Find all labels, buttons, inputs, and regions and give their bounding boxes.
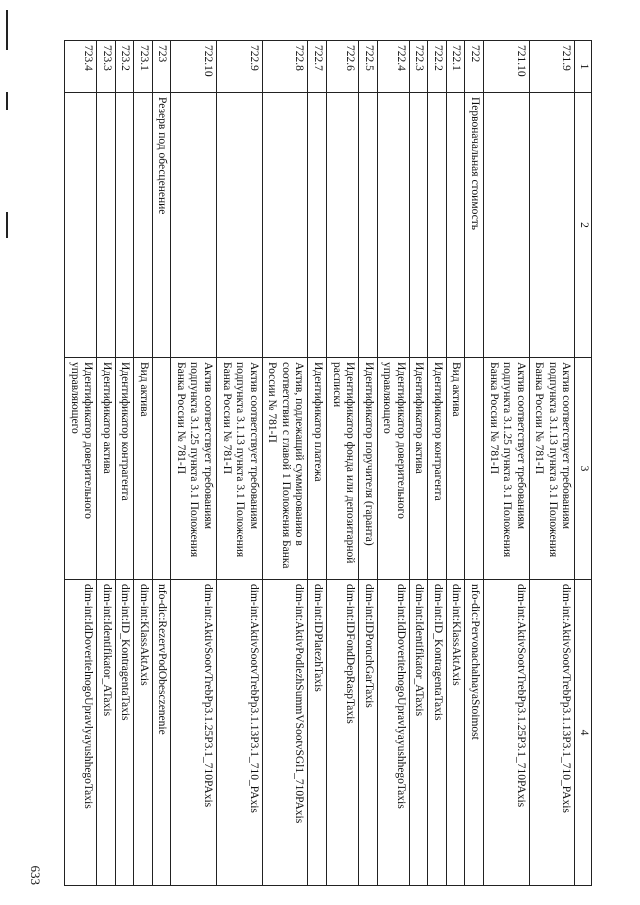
row-identifier-cell: dim-int:KlassAktAxis bbox=[446, 580, 465, 886]
row-dimension-cell: Вид актива bbox=[134, 358, 153, 580]
row-dimension-cell bbox=[465, 358, 484, 580]
row-identifier-cell: dim-int:IDPlatezhTaxis bbox=[308, 580, 327, 886]
table-row bbox=[134, 41, 153, 886]
column-header: 2 bbox=[575, 93, 592, 358]
binding-mark bbox=[6, 212, 8, 238]
table-row bbox=[217, 41, 263, 886]
table-row bbox=[428, 41, 447, 886]
row-identifier-cell: dim-int:Identifikator_ATaxis bbox=[97, 580, 116, 886]
row-dimension-cell: Актив, подлежащий суммированию в соответствии с главой 1 Положения Банка России № 781-П bbox=[262, 358, 308, 580]
row-code-cell: 723.4 bbox=[65, 41, 97, 93]
table-row bbox=[359, 41, 378, 886]
row-identifier-cell: dim-int:AktivSootvTrebPp3.1.13P3.1_710_PAxis bbox=[217, 580, 263, 886]
row-name-cell bbox=[484, 93, 530, 358]
row-code-cell: 723.1 bbox=[134, 41, 153, 93]
row-identifier-cell: dim-int:AktivSootvTrebPp3.1.25P3.1_710PAxis bbox=[484, 580, 530, 886]
row-code-cell: 722.6 bbox=[327, 41, 359, 93]
binding-mark bbox=[6, 92, 8, 110]
row-name-cell bbox=[529, 93, 575, 358]
row-name-cell bbox=[359, 93, 378, 358]
row-dimension-cell: Актив соответствует требованиям подпункта 3.1.13 пункта 3.1 Положения Банка России № 781-П bbox=[529, 358, 575, 580]
table-body bbox=[65, 41, 575, 886]
row-name-cell bbox=[115, 93, 134, 358]
row-dimension-cell: Идентификатор доверительного управляющего bbox=[377, 358, 409, 580]
table-row bbox=[152, 41, 171, 886]
row-name-cell bbox=[327, 93, 359, 358]
row-name-cell bbox=[134, 93, 153, 358]
row-dimension-cell: Актив соответствует требованиям подпункта 3.1.25 пункта 3.1 Положения Банка России № 781-П bbox=[484, 358, 530, 580]
row-identifier-cell: dim-int:Identifikator_ATaxis bbox=[409, 580, 428, 886]
table-row bbox=[115, 41, 134, 886]
row-code-cell: 723.3 bbox=[97, 41, 116, 93]
table-row bbox=[65, 41, 97, 886]
row-code-cell: 722.9 bbox=[217, 41, 263, 93]
row-dimension-cell: Идентификатор актива bbox=[97, 358, 116, 580]
row-code-cell: 722.1 bbox=[446, 41, 465, 93]
row-dimension-cell: Вид актива bbox=[446, 358, 465, 580]
table-row bbox=[262, 41, 308, 886]
binding-mark bbox=[6, 10, 8, 50]
row-identifier-cell: dim-int:IDPoruchGarTaxis bbox=[359, 580, 378, 886]
row-name-cell: Резерв под обесценение bbox=[152, 93, 171, 358]
row-dimension-cell: Идентификатор доверительного управляющего bbox=[65, 358, 97, 580]
rotated-page bbox=[17, 40, 592, 885]
row-dimension-cell: Идентификатор фонда или депозитарной расписки bbox=[327, 358, 359, 580]
row-dimension-cell: Идентификатор контрагента bbox=[428, 358, 447, 580]
row-code-cell: 723.2 bbox=[115, 41, 134, 93]
row-name-cell: Первоначальная стоимость bbox=[465, 93, 484, 358]
column-header: 1 bbox=[575, 41, 592, 93]
row-identifier-cell: dim-int:AktivSootvTrebPp3.1.25P3.1_710PAxis bbox=[171, 580, 217, 886]
row-code-cell: 722.7 bbox=[308, 41, 327, 93]
row-identifier-cell: dim-int:IdDoveritelnogoUpravlyayushhegoTaxis bbox=[65, 580, 97, 886]
row-dimension-cell: Идентификатор актива bbox=[409, 358, 428, 580]
row-code-cell: 722.8 bbox=[262, 41, 308, 93]
header-row bbox=[575, 41, 592, 886]
row-name-cell bbox=[65, 93, 97, 358]
column-header: 4 bbox=[575, 580, 592, 886]
table-row bbox=[308, 41, 327, 886]
row-identifier-cell: dim-int:AktivSootvTrebPp3.1.13P3.1_710_PAxis bbox=[529, 580, 575, 886]
row-code-cell: 721.9 bbox=[529, 41, 575, 93]
page-number: 633 bbox=[28, 865, 43, 885]
row-name-cell bbox=[308, 93, 327, 358]
table-row bbox=[97, 41, 116, 886]
row-dimension-cell: Идентификатор платежа bbox=[308, 358, 327, 580]
table-row bbox=[327, 41, 359, 886]
row-code-cell: 722.10 bbox=[171, 41, 217, 93]
row-name-cell bbox=[97, 93, 116, 358]
row-dimension-cell: Идентификатор контрагента bbox=[115, 358, 134, 580]
row-name-cell bbox=[377, 93, 409, 358]
row-identifier-cell: dim-int:ID_KontragentaTaxis bbox=[428, 580, 447, 886]
row-code-cell: 722 bbox=[465, 41, 484, 93]
table-row bbox=[377, 41, 409, 886]
row-identifier-cell: dim-int:IDFondDepRaspTaxis bbox=[327, 580, 359, 886]
row-dimension-cell: Идентификатор поручителя (гаранта) bbox=[359, 358, 378, 580]
row-name-cell bbox=[409, 93, 428, 358]
table-row bbox=[484, 41, 530, 886]
row-dimension-cell: Актив соответствует требованиям подпункта 3.1.13 пункта 3.1 Положения Банка России № 781-П bbox=[217, 358, 263, 580]
row-code-cell: 721.10 bbox=[484, 41, 530, 93]
document-table bbox=[64, 40, 592, 886]
row-identifier-cell: nfo-dic:RezervPodObesczenenie bbox=[152, 580, 171, 886]
row-dimension-cell bbox=[152, 358, 171, 580]
table-row bbox=[446, 41, 465, 886]
row-identifier-cell: dim-int:KlassAktAxis bbox=[134, 580, 153, 886]
column-header: 3 bbox=[575, 358, 592, 580]
row-dimension-cell: Актив соответствует требованиям подпункта 3.1.25 пункта 3.1 Положения Банка России № 781-П bbox=[171, 358, 217, 580]
table-row bbox=[465, 41, 484, 886]
row-identifier-cell: dim-int:ID_KontragentaTaxis bbox=[115, 580, 134, 886]
row-identifier-cell: dim-int:IdDoveritelnogoUpravlyayushhegoTaxis bbox=[377, 580, 409, 886]
table-row bbox=[171, 41, 217, 886]
row-name-cell bbox=[262, 93, 308, 358]
table-row bbox=[409, 41, 428, 886]
table-row bbox=[529, 41, 575, 886]
row-name-cell bbox=[171, 93, 217, 358]
row-code-cell: 722.4 bbox=[377, 41, 409, 93]
row-identifier-cell: nfo-dic:PervonachalnayaStoimost bbox=[465, 580, 484, 886]
row-name-cell bbox=[446, 93, 465, 358]
row-code-cell: 722.2 bbox=[428, 41, 447, 93]
row-name-cell bbox=[428, 93, 447, 358]
row-code-cell: 722.5 bbox=[359, 41, 378, 93]
row-identifier-cell: dim-int:AktivPodlezhSummVSootvSGl1_710PAxis bbox=[262, 580, 308, 886]
row-code-cell: 723 bbox=[152, 41, 171, 93]
row-code-cell: 722.3 bbox=[409, 41, 428, 93]
row-name-cell bbox=[217, 93, 263, 358]
